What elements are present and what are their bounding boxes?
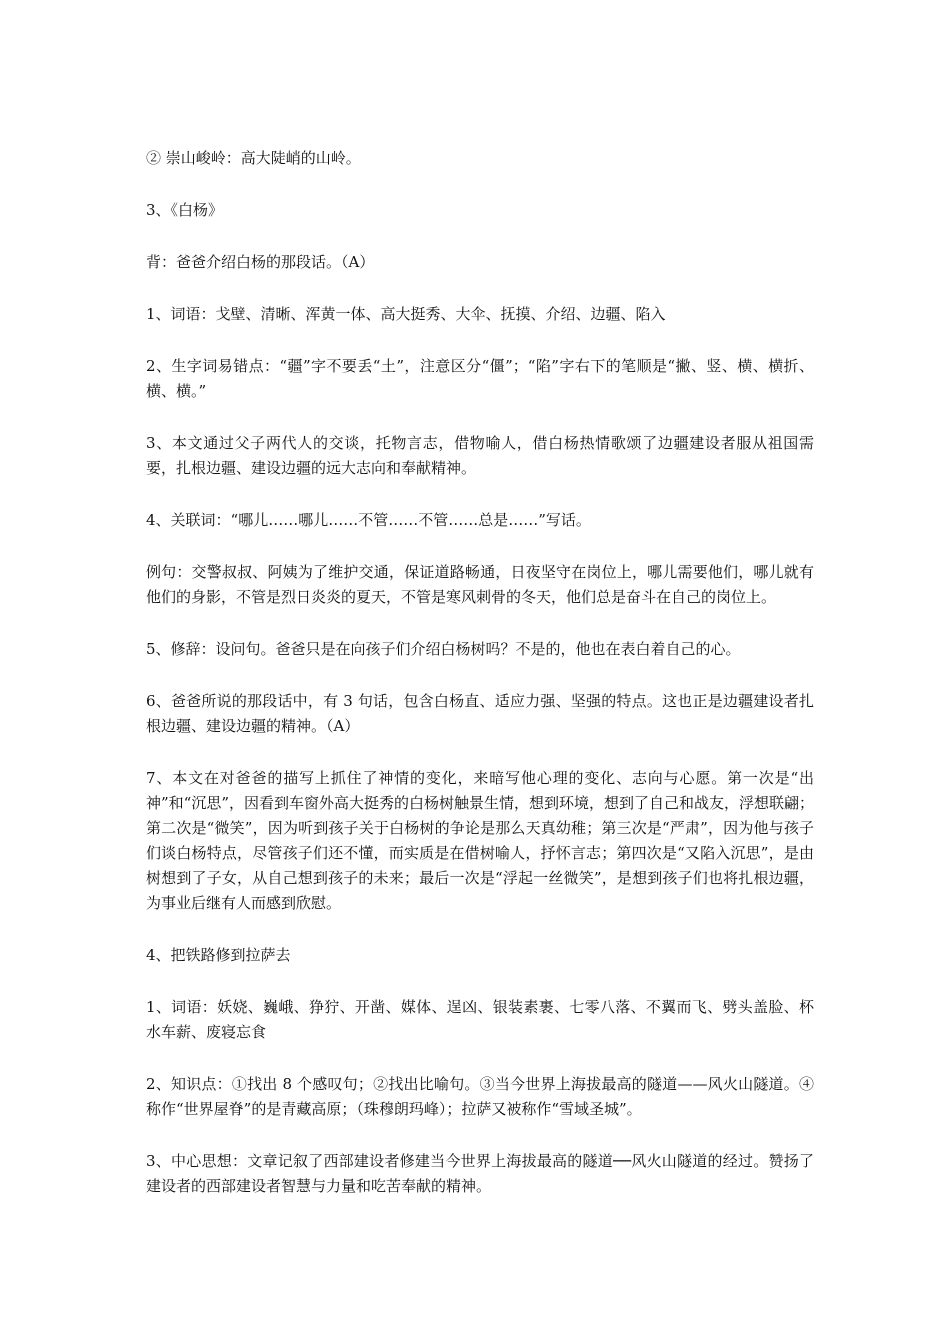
paragraph: 3、本文通过父子两代人的交谈，托物言志，借物喻人，借白杨热情歌颂了边疆建设者服从祖国需要，扎根边疆、建设边疆的远大志向和奉献精神。 [146, 434, 814, 477]
paragraph: 3、中心思想：文章记叙了西部建设者修建当今世界上海拔最高的隧道──风火山隧道的经过。赞扬了建设者的西部建设者智慧与力量和吃苦奉献的精神。 [146, 1152, 814, 1195]
section-heading: 3、《白杨》 [146, 201, 224, 219]
paragraph: 5、修辞：设问句。爸爸只是在向孩子们介绍白杨树吗？不是的，他也在表白着自己的心。 [146, 640, 741, 658]
paragraph: 例句：交警叔叔、阿姨为了维护交通，保证道路畅通，日夜坚守在岗位上，哪儿需要他们，哪儿就有他们的身影，不管是烈日炎炎的夏天，不管是寒风刺骨的冬天，他们总是奋斗在自己的岗位上。 [146, 563, 814, 606]
paragraph: 1、词语：戈壁、清晰、浑黄一体、高大挺秀、大伞、抚摸、介绍、边疆、陷入 [146, 305, 666, 323]
paragraph: ② 崇山峻岭：高大陡峭的山岭。 [146, 149, 361, 167]
paragraph: 6、爸爸所说的那段话中，有 3 句话，包含白杨直、适应力强、坚强的特点。这也正是边疆建设者扎根边疆、建设边疆的精神。（A） [146, 692, 814, 735]
paragraph: 4、关联词：“哪儿……哪儿……不管……不管……总是……”写话。 [146, 511, 591, 529]
document-body [146, 146, 814, 1226]
section-heading: 4、把铁路修到拉萨去 [146, 946, 291, 964]
paragraph: 2、知识点：①找出 8 个感叹句；②找出比喻句。③当今世界上海拔最高的隧道——风火山隧道。④称作“世界屋脊”的是青藏高原；（珠穆朗玛峰）；拉萨又被称作“雪域圣城”。 [146, 1075, 814, 1118]
paragraph: 2、生字词易错点：“疆”字不要丢“土”，注意区分“僵”；“陷”字右下的笔顺是“撇、竖、横、横折、横、横。” [146, 357, 814, 400]
paragraph: 背：爸爸介绍白杨的那段话。（A） [146, 253, 375, 271]
paragraph: 1、词语：妖娆、巍峨、狰狞、开凿、媒体、逞凶、银装素裹、七零八落、不翼而飞、劈头盖脸、杯水车薪、废寝忘食 [146, 998, 814, 1041]
paragraph: 7、本文在对爸爸的描写上抓住了神情的变化，来暗写他心理的变化、志向与心愿。第一次是“出神”和“沉思”，因看到车窗外高大挺秀的白杨树触景生情，想到环境，想到了自己和战友，浮想联翩；第二次是“微笑”，因为听到孩子关于白杨树的争论是那么天真幼稚；第三次是“严肃”，因为他与孩子们谈白杨特点，尽管孩子们还不懂，而实质是在借树喻人，抒怀言志；第四次是“又陷入沉思”，是由树想到了子女，从自己想到孩子的未来；最后一次是“浮起一丝微笑”，是想到孩子们也将扎根边疆，为事业后继有人而感到欣慰。 [146, 769, 815, 912]
